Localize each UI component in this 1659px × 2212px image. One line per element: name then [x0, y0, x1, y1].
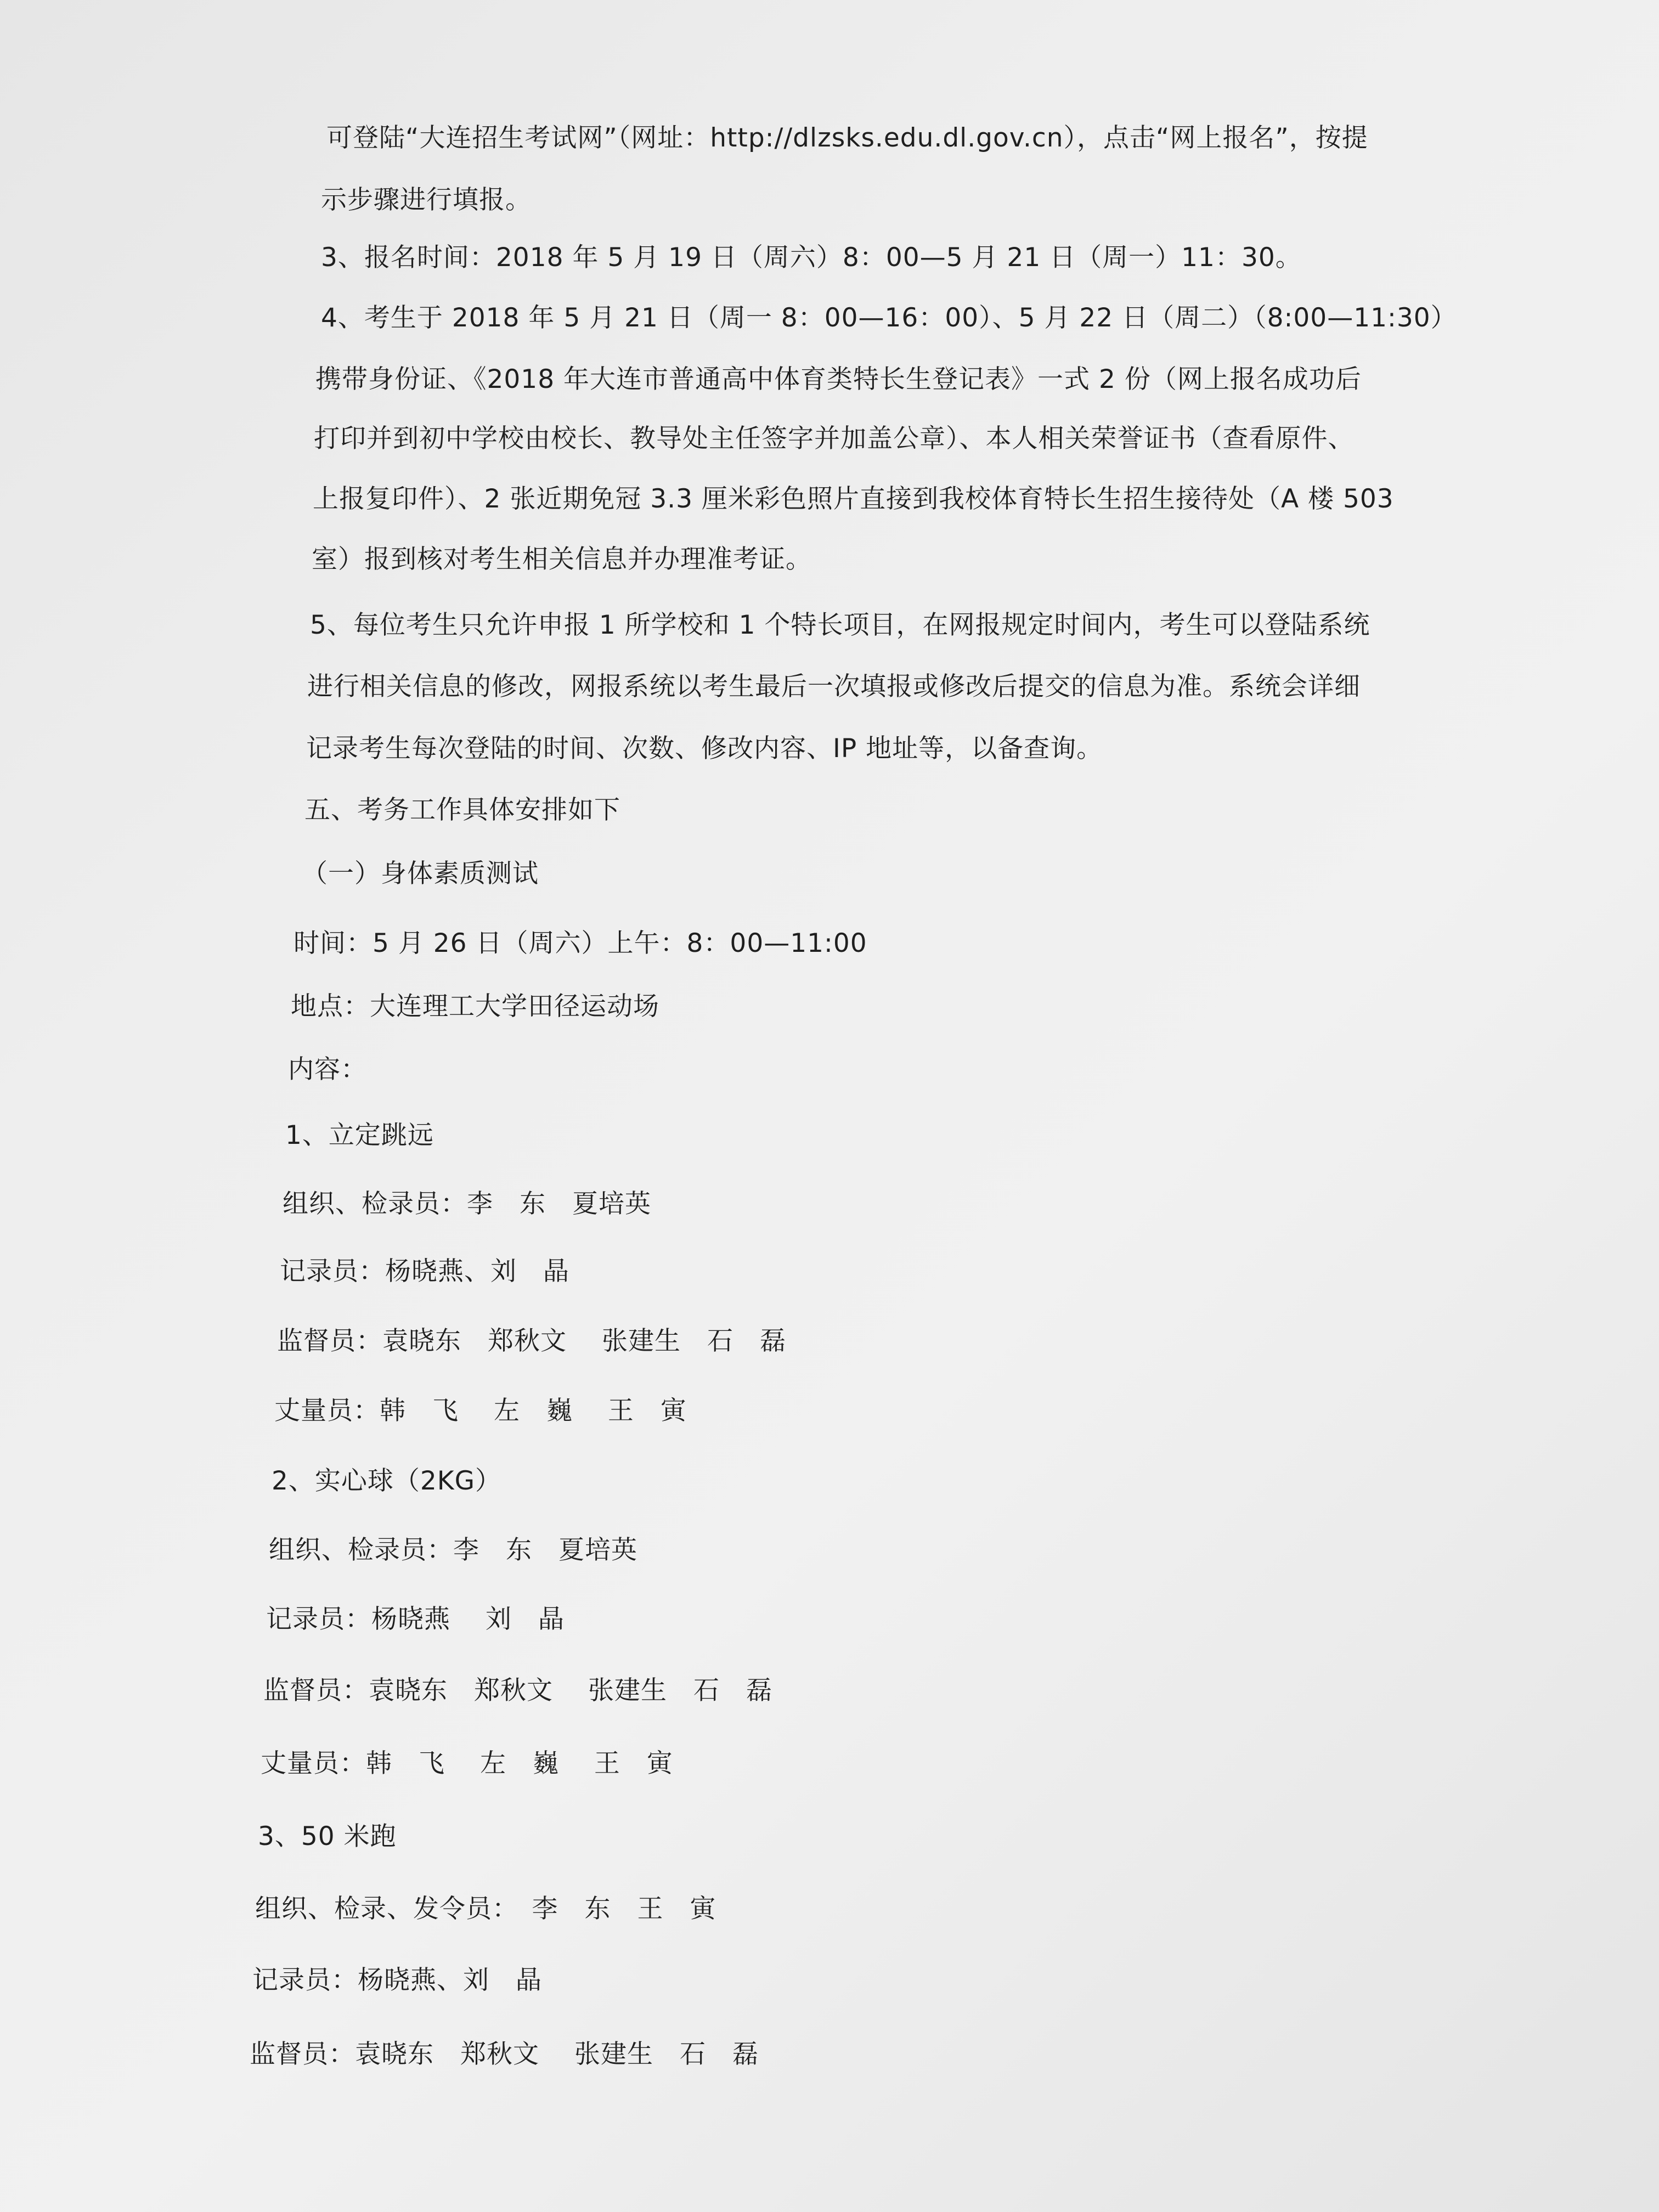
- paragraph-line: 记录考生每次登陆的时间、次数、修改内容、IP 地址等，以备查询。: [306, 733, 1103, 764]
- subsection-heading: （一）身体素质测试: [302, 859, 539, 889]
- detail-line: 内容：: [288, 1054, 367, 1085]
- staff-line: 组织、检录、发令员： 李 东 王 寅: [255, 1894, 716, 1924]
- paragraph-line: 3、报名时间：2018 年 5 月 19 日（周六）8：00—5 月 21 日（周一）11：30。: [321, 242, 1302, 273]
- staff-line: 监督员：袁晓东 郑秋文 张建生 石 磊: [250, 2039, 759, 2069]
- item-heading: 2、实心球（2KG）: [272, 1466, 502, 1496]
- section-heading: 五、考务工作具体安排如下: [304, 795, 620, 825]
- paragraph-line: 室）报到核对考生相关信息并办理准考证。: [312, 544, 812, 574]
- paragraph-line: 可登陆“大连招生考试网”（网址：http://dlzsks.edu.dl.gov.cn），点击“网上报名”，按提: [326, 123, 1368, 153]
- paragraph-line: 携带身份证、《2018 年大连市普通高中体育类特长生登记表》一式 2 份（网上报名成功后: [315, 364, 1362, 394]
- item-heading: 3、50 米跑: [258, 1821, 397, 1852]
- detail-line: 地点：大连理工大学田径运动场: [291, 991, 659, 1022]
- paragraph-line: 5、每位考生只允许申报 1 所学校和 1 个特长项目，在网报规定时间内，考生可以登陆系统: [310, 610, 1370, 640]
- paragraph-line: 打印并到初中学校由校长、教导处主任签字并加盖公章）、本人相关荣誉证书（查看原件、: [314, 424, 1355, 454]
- staff-line: 记录员：杨晓燕 刘 晶: [266, 1604, 565, 1634]
- paragraph-line: 上报复印件）、2 张近期免冠 3.3 厘米彩色照片直接到我校体育特长生招生接待处（A 楼 503: [313, 484, 1394, 514]
- paragraph-line: 4、考生于 2018 年 5 月 21 日（周一 8：00—16：00）、5 月 22 日（周二）（8:00—11:30）: [321, 303, 1457, 333]
- staff-line: 丈量员：韩 飞 左 巍 王 寅: [274, 1396, 687, 1426]
- staff-line: 组织、检录员：李 东 夏培英: [283, 1189, 651, 1219]
- staff-line: 组织、检录员：李 东 夏培英: [269, 1535, 637, 1565]
- paragraph-line: 示步骤进行填报。: [321, 185, 532, 215]
- staff-line: 记录员：杨晓燕、刘 晶: [252, 1965, 542, 1995]
- staff-line: 监督员：袁晓东 郑秋文 张建生 石 磊: [277, 1326, 786, 1356]
- staff-line: 记录员：杨晓燕、刘 晶: [280, 1256, 569, 1286]
- staff-line: 丈量员：韩 飞 左 巍 王 寅: [261, 1748, 673, 1779]
- detail-line: 时间：5 月 26 日（周六）上午：8：00—11:00: [294, 928, 867, 958]
- paragraph-line: 进行相关信息的修改，网报系统以考生最后一次填报或修改后提交的信息为准。系统会详细: [307, 672, 1361, 702]
- staff-line: 监督员：袁晓东 郑秋文 张建生 石 磊: [263, 1675, 772, 1706]
- item-heading: 1、立定跳远: [285, 1120, 434, 1150]
